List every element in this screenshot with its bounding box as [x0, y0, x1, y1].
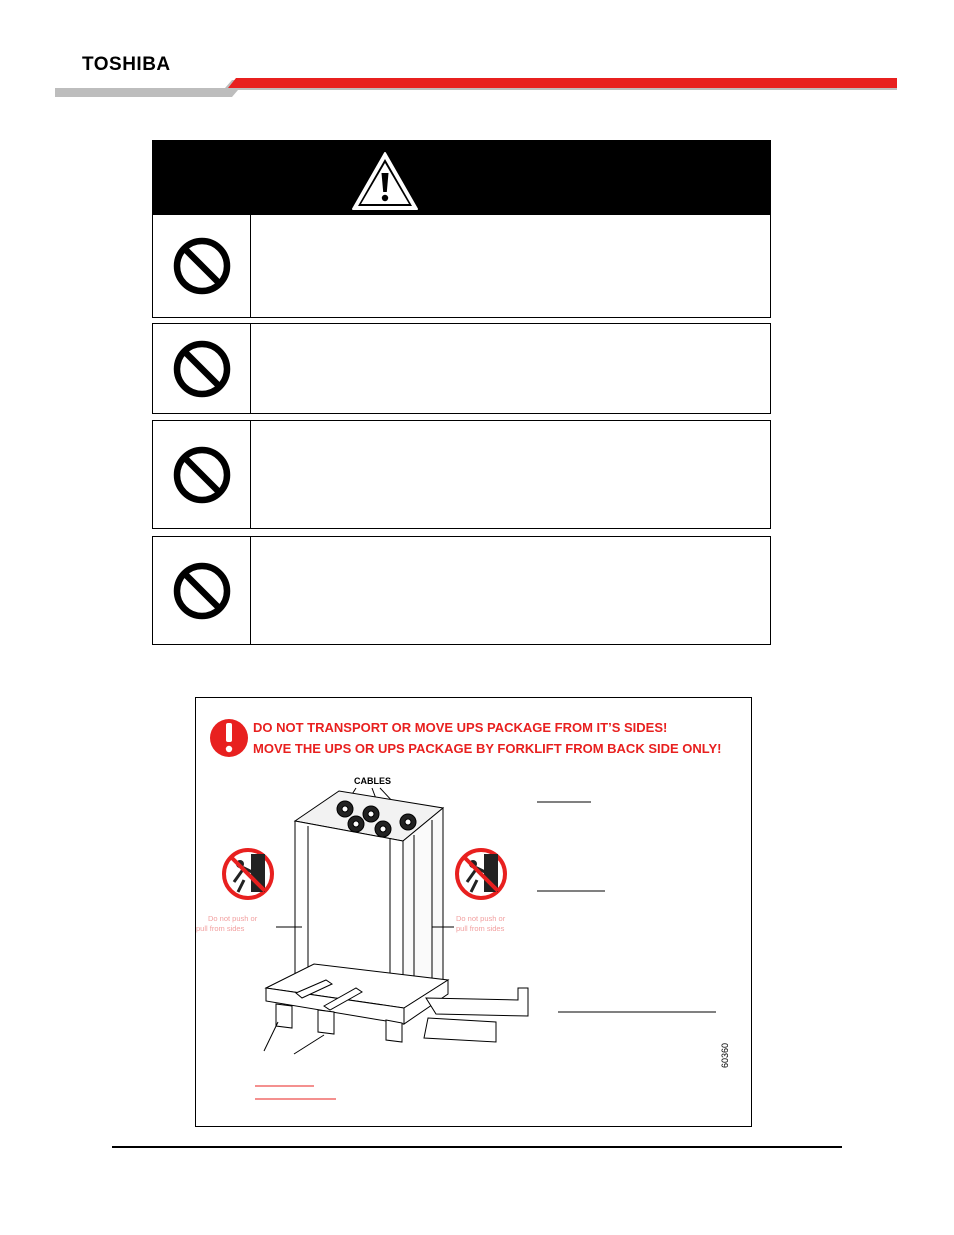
warning-row-icon-cell: [153, 537, 251, 644]
transport-figure: [195, 697, 752, 1127]
cables-label: CABLES: [354, 776, 392, 786]
warning-row-text: [251, 537, 770, 644]
warning-row-icon-cell: [153, 324, 251, 413]
warning-row-text: [251, 215, 770, 317]
footer-rule: [112, 1146, 842, 1148]
callout-underlines-red: [255, 1086, 336, 1099]
prohibition-icon: [173, 562, 231, 620]
left-caution-line-2: pull from sides: [196, 924, 245, 933]
prohibition-icon: [173, 446, 231, 504]
warning-header: [152, 140, 771, 214]
warning-triangle-icon: [350, 150, 420, 212]
warning-row-icon-cell: [153, 215, 251, 317]
warning-row-text: [251, 324, 770, 413]
notice-line-2: MOVE THE UPS OR UPS PACKAGE BY FORKLIFT FROM BACK SIDE ONLY!: [253, 741, 722, 756]
figure-number: 60360: [720, 1042, 730, 1068]
callout-underlines: [537, 802, 716, 1012]
warning-row-text: [251, 421, 770, 528]
pallet-pointers: [264, 1022, 324, 1054]
prohibition-icon: [173, 237, 231, 295]
toshiba-logo: TOSHIBA: [82, 54, 171, 75]
warning-row-4: [152, 536, 771, 645]
warning-row-1: [152, 214, 771, 318]
right-caution-line-2: pull from sides: [456, 924, 505, 933]
prohibition-icon: [173, 340, 231, 398]
warning-row-3: [152, 420, 771, 529]
header-stripe: [0, 0, 954, 110]
warning-row-icon-cell: [153, 421, 251, 528]
exclamation-circle-icon: [210, 719, 248, 757]
left-caution-line-1: Do not push or: [208, 914, 258, 923]
no-push-pull-icon: [224, 850, 272, 898]
right-caution-line-1: Do not push or: [456, 914, 506, 923]
transport-illustration: [196, 698, 753, 1128]
notice-line-1: DO NOT TRANSPORT OR MOVE UPS PACKAGE FROM IT’S SIDES!: [253, 720, 668, 735]
no-push-pull-icon: [457, 850, 505, 898]
warning-row-2: [152, 323, 771, 414]
